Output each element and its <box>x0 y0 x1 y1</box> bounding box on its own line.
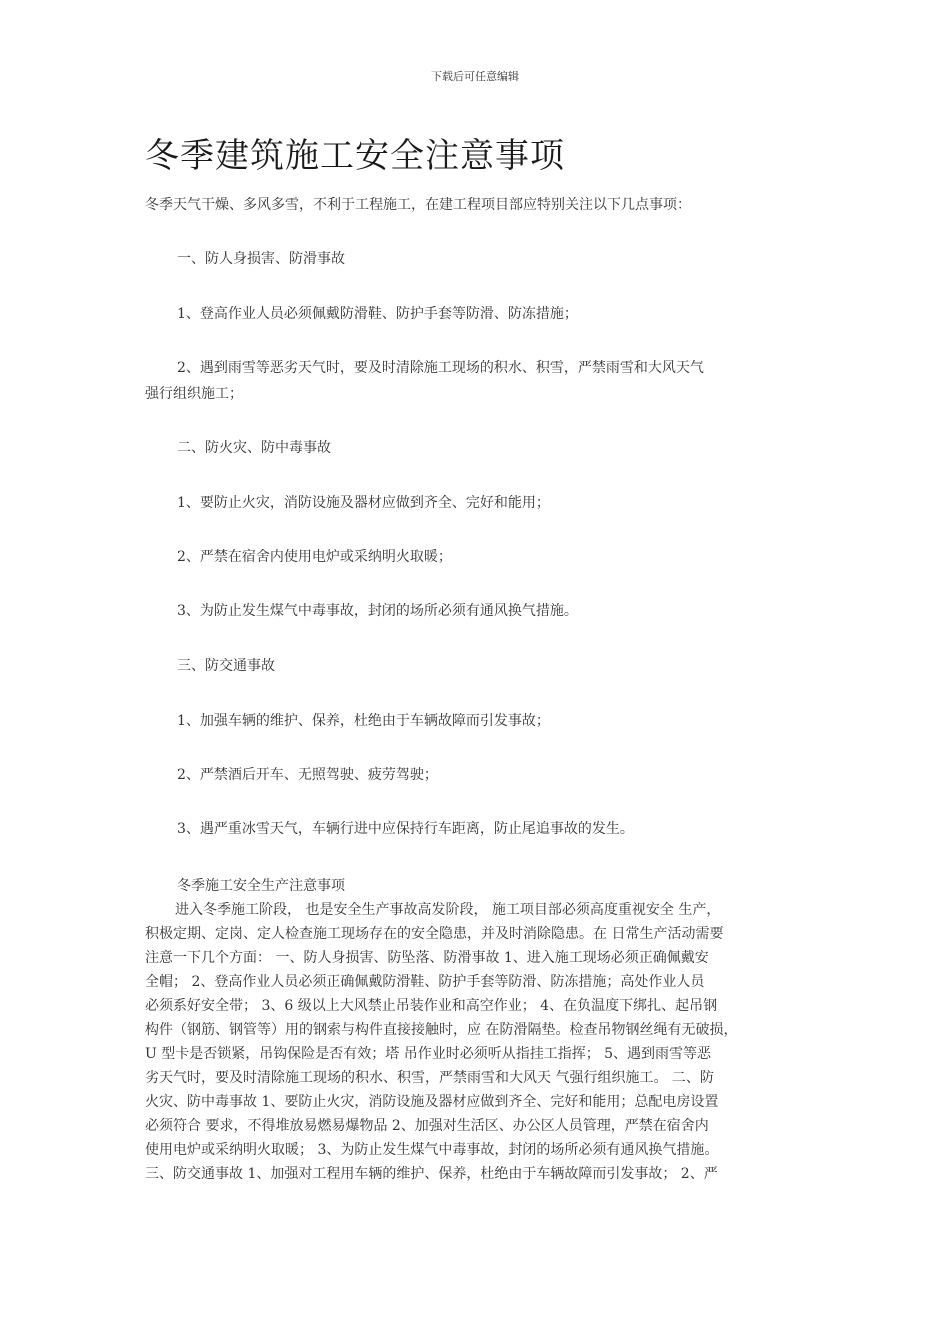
dense-line: 必须系好安全带； 3、6 级以上大风禁止吊装作业和高空作业； 4、在负温度下绑扎、起吊钢 <box>145 998 718 1014</box>
list-item: 强行组织施工； <box>145 386 243 402</box>
list-item: 1、要防止火灾，消防设施及器材应做到齐全、完好和能用； <box>177 495 550 511</box>
list-item: 1、加强车辆的维护、保养，杜绝由于车辆故障而引发事故； <box>177 713 550 729</box>
subtitle: 冬季施工安全生产注意事项 <box>177 878 345 894</box>
dense-line: 全帽； 2、登高作业人员必须正确佩戴防滑鞋、防护手套等防滑、防冻措施；高处作业人员 <box>145 974 705 990</box>
intro-paragraph: 冬季天气干燥、多风多雪，不利于工程施工，在建工程项目部应特别关注以下几点事项： <box>145 197 691 213</box>
list-item: 1、登高作业人员必须佩戴防滑鞋、防护手套等防滑、防冻措施； <box>177 306 578 322</box>
list-item: 3、遇严重冰雪天气，车辆行进中应保持行车距离，防止尾追事故的发生。 <box>177 821 634 837</box>
dense-line: 三、防交通事故 1、加强对工程用车辆的维护、保养，杜绝由于车辆故障而引发事故； 2、严 <box>145 1166 718 1182</box>
section-heading: 二、防火灾、防中毒事故 <box>177 440 331 456</box>
dense-line: 注意一下几个方面： 一、防人身损害、防坠落、防滑事故 1、进入施工现场必须正确佩戴安 <box>145 950 709 966</box>
dense-line: 必须符合 要求，不得堆放易燃易爆物品 2、加强对生活区、办公区人员管理，严禁在宿舍内 <box>145 1118 709 1134</box>
list-item: 2、严禁酒后开车、无照驾驶、疲劳驾驶； <box>177 767 438 783</box>
section-heading: 三、防交通事故 <box>177 658 275 674</box>
section-heading: 一、防人身损害、防滑事故 <box>177 251 345 267</box>
dense-line: U 型卡是否锁紧，吊钩保险是否有效；塔 吊作业时必须听从指挂工指挥； 5、遇到雨雪等恶 <box>145 1046 712 1062</box>
dense-line: 积极定期、定岗、定人检查施工现场存在的安全隐患，并及时消除隐患。在 日常生产活动需要 <box>145 926 724 942</box>
dense-line: 劣天气时，要及时清除施工现场的积水、积雪，严禁雨雪和大风天 气强行组织施工。 二、防 <box>145 1070 714 1086</box>
dense-line: 使用电炉或采纳明火取暖； 3、为防止发生煤气中毒事故，封闭的场所必须有通风换气措施。 <box>145 1142 719 1158</box>
document-title: 冬季建筑施工安全注意事项 <box>145 136 565 176</box>
list-item: 2、遇到雨雪等恶劣天气时，要及时清除施工现场的积水、积雪，严禁雨雪和大风天气 <box>177 360 704 376</box>
dense-line: 构件（钢筋、钢管等）用的钢索与构件直接接触时，应 在防滑隔垫。检查吊物钢丝绳有无破损， <box>145 1022 738 1038</box>
dense-line: 进入冬季施工阶段， 也是安全生产事故高发阶段， 施工项目部必须高度重视安全 生产， <box>175 902 721 918</box>
list-item: 2、严禁在宿舍内使用电炉或采纳明火取暖； <box>177 549 452 565</box>
page-header: 下载后可任意编辑 <box>431 70 519 83</box>
dense-line: 火灾、防中毒事故 1、要防止火灾，消防设施及器材应做到齐全、完好和能用；总配电房设置 <box>145 1094 719 1110</box>
list-item: 3、为防止发生煤气中毒事故，封闭的场所必须有通风换气措施。 <box>177 603 578 619</box>
